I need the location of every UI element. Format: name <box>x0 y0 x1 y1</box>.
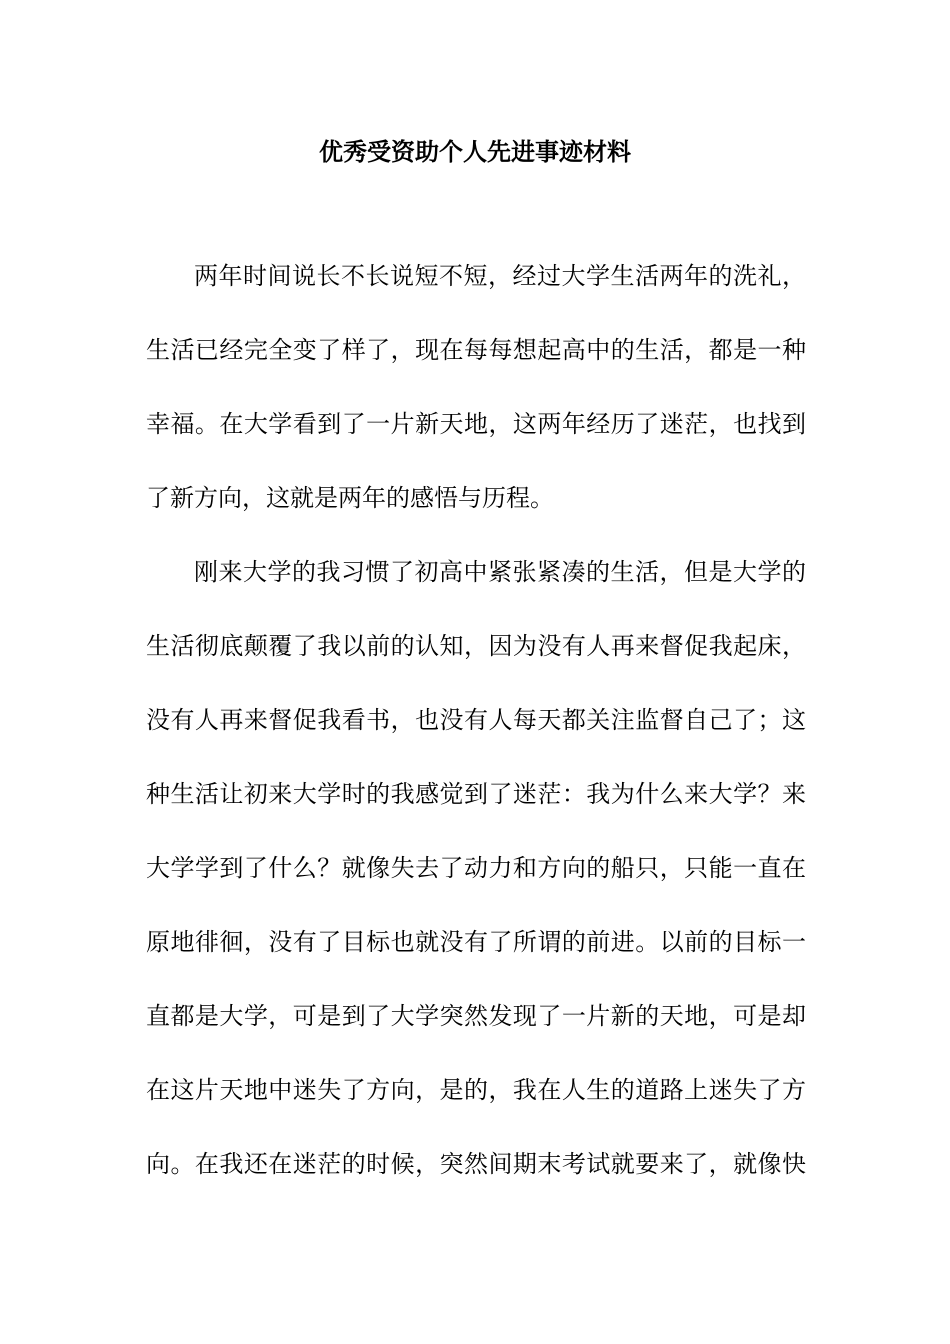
paragraph-2-line-2: 生活彻底颠覆了我以前的认知，因为没有人再来督促我起床， <box>146 632 806 660</box>
paragraph-2-line-8: 在这片天地中迷失了方向，是的，我在人生的道路上迷失了方 <box>146 1076 806 1104</box>
paragraph-2-line-1: 刚来大学的我习惯了初高中紧张紧凑的生活，但是大学的 <box>194 558 806 586</box>
paragraph-1-line-2: 生活已经完全变了样了，现在每每想起高中的生活，都是一种 <box>146 336 806 364</box>
paragraph-2-line-6: 原地徘徊，没有了目标也就没有了所谓的前进。以前的目标一 <box>146 928 806 956</box>
paragraph-1-line-3: 幸福。在大学看到了一片新天地，这两年经历了迷茫，也找到 <box>146 410 806 438</box>
paragraph-2-line-4: 种生活让初来大学时的我感觉到了迷茫：我为什么来大学？来 <box>146 780 806 808</box>
paragraph-2-line-3: 没有人再来督促我看书，也没有人每天都关注监督自己了；这 <box>146 706 806 734</box>
document-title: 优秀受资助个人先进事迹材料 <box>319 137 631 166</box>
paragraph-1-line-4: 了新方向，这就是两年的感悟与历程。 <box>146 484 554 512</box>
paragraph-2-line-7: 直都是大学，可是到了大学突然发现了一片新的天地，可是却 <box>146 1002 806 1030</box>
paragraph-1-line-1: 两年时间说长不长说短不短，经过大学生活两年的洗礼， <box>194 262 806 290</box>
paragraph-2-line-9: 向。在我还在迷茫的时候，突然间期末考试就要来了，就像快 <box>146 1150 806 1178</box>
paragraph-2-line-5: 大学学到了什么？就像失去了动力和方向的船只，只能一直在 <box>146 854 806 882</box>
